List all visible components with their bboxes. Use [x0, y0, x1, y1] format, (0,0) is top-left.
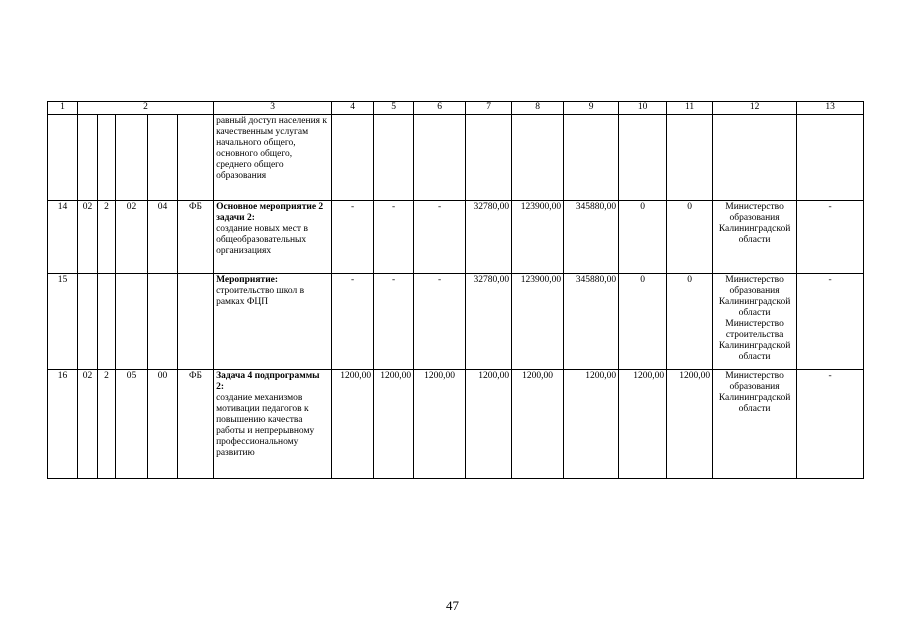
description-cell [214, 370, 332, 479]
value-cell: 1200,00 [619, 370, 667, 479]
value-cell: - [332, 274, 374, 370]
table-row [48, 274, 864, 370]
responsible-cell: Министерство образования Калининградской области [713, 370, 797, 479]
header-row [48, 102, 864, 115]
value-cell: 0 [619, 201, 667, 274]
description-bold: Основное мероприятие 2 задачи 2: [216, 202, 324, 223]
value-cell [564, 115, 619, 201]
description-bold: Задача 4 подпрограммы 2: [216, 371, 320, 392]
col13-cell: - [797, 370, 864, 479]
header-cell: 5 [374, 102, 414, 115]
header-cell: 4 [332, 102, 374, 115]
row-number [48, 115, 78, 201]
value-cell: 1200,00 [564, 370, 619, 479]
row-number: 15 [48, 274, 78, 370]
value-cell: 32780,00 [466, 201, 512, 274]
value-cell: - [414, 201, 466, 274]
code-cell: 02 [78, 370, 98, 479]
description-text: равный доступ населения к качественным услугам начального общего, основного общего, среднего общего образования [216, 116, 328, 181]
code-cell [178, 115, 214, 201]
responsible-cell: Министерство образования Калининградской области Министерство строительства Калининградской области [713, 274, 797, 370]
row-number: 14 [48, 201, 78, 274]
col13-cell: - [797, 201, 864, 274]
row-number: 16 [48, 370, 78, 479]
code-cell [116, 274, 148, 370]
code-cell [78, 115, 98, 201]
value-cell [466, 115, 512, 201]
value-cell: 345880,00 [564, 201, 619, 274]
value-cell [667, 115, 713, 201]
header-cell: 6 [414, 102, 466, 115]
code-cell: ФБ [178, 370, 214, 479]
code-cell: 2 [98, 370, 116, 479]
responsible-cell [713, 115, 797, 201]
description-cell [214, 115, 332, 201]
value-cell: 345880,00 [564, 274, 619, 370]
code-cell: 02 [116, 201, 148, 274]
value-cell: 1200,00 [466, 370, 512, 479]
value-cell: 1200,00 [414, 370, 466, 479]
value-cell: 0 [667, 201, 713, 274]
value-cell: 0 [667, 274, 713, 370]
value-cell: 32780,00 [466, 274, 512, 370]
table-row [48, 115, 864, 201]
value-cell [512, 115, 564, 201]
code-cell: 00 [148, 370, 178, 479]
value-cell [619, 115, 667, 201]
value-cell: 1200,00 [374, 370, 414, 479]
code-cell: 04 [148, 201, 178, 274]
description-text: создание механизмов мотивации педагогов к повышению качества работы и непрерывному профессиональному развитию [216, 393, 315, 458]
value-cell [414, 115, 466, 201]
header-cell: 12 [713, 102, 797, 115]
code-cell [98, 115, 116, 201]
value-cell: 1200,00 [667, 370, 713, 479]
value-cell: - [374, 201, 414, 274]
header-cell: 11 [667, 102, 713, 115]
table-row [48, 370, 864, 479]
header-cell: 9 [564, 102, 619, 115]
description-text: создание новых мест в общеобразовательных организациях [216, 224, 308, 256]
program-table [47, 101, 864, 479]
description-bold: Мероприятие: [216, 275, 279, 285]
value-cell: 123900,00 [512, 274, 564, 370]
page-number: 47 [446, 598, 459, 613]
code-cell: 05 [116, 370, 148, 479]
value-cell: - [332, 201, 374, 274]
value-cell: - [414, 274, 466, 370]
col13-cell: - [797, 274, 864, 370]
col13-cell [797, 115, 864, 201]
code-cell [148, 274, 178, 370]
description-text: строительство школ в рамках ФЦП [216, 286, 305, 307]
header-cell: 13 [797, 102, 864, 115]
header-cell: 3 [214, 102, 332, 115]
value-cell [374, 115, 414, 201]
header-cell: 2 [78, 102, 214, 115]
value-cell: 123900,00 [512, 201, 564, 274]
value-cell: 1200,00 [332, 370, 374, 479]
code-cell [98, 274, 116, 370]
description-cell [214, 201, 332, 274]
code-cell: ФБ [178, 201, 214, 274]
value-cell: 0 [619, 274, 667, 370]
table-row [48, 201, 864, 274]
code-cell [148, 115, 178, 201]
value-cell: 1200,00 [512, 370, 564, 479]
description-cell [214, 274, 332, 370]
header-cell: 8 [512, 102, 564, 115]
code-cell [78, 274, 98, 370]
value-cell [332, 115, 374, 201]
code-cell: 2 [98, 201, 116, 274]
code-cell [178, 274, 214, 370]
code-cell [116, 115, 148, 201]
header-cell: 10 [619, 102, 667, 115]
code-cell: 02 [78, 201, 98, 274]
header-cell: 1 [48, 102, 78, 115]
header-cell: 7 [466, 102, 512, 115]
responsible-cell: Министерство образования Калининградской области [713, 201, 797, 274]
value-cell: - [374, 274, 414, 370]
